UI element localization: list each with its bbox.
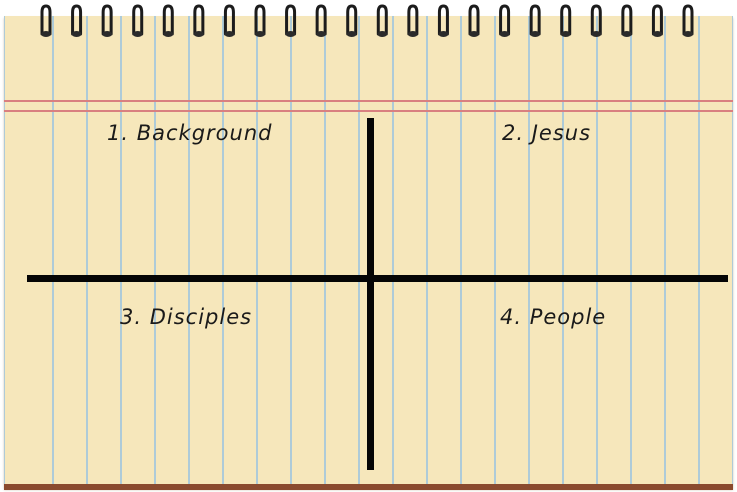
spiral-ring [195,6,203,34]
binding-hole [622,31,632,37]
binding-hole [316,31,326,37]
binding-hole [224,31,234,37]
spiral-ring [256,6,264,34]
spiral-ring [439,6,447,34]
binding-hole [133,31,143,37]
binding-hole [194,31,204,37]
binding-hole [286,31,296,37]
spiral-ring [684,6,692,34]
binding-hole [255,31,265,37]
spiral-ring [42,6,50,34]
spiral-ring [317,6,325,34]
spiral-ring [470,6,478,34]
binding-hole [102,31,112,37]
quadrant-label-background: 1. Background [107,121,273,145]
spiral-ring [378,6,386,34]
binding-hole [652,31,662,37]
spiral-ring [653,6,661,34]
spiral-ring [225,6,233,34]
binding-hole [347,31,357,37]
spiral-ring [531,6,539,34]
spiral-binding-icon [0,0,737,40]
vertical-divider [367,118,374,470]
header-margin-line [4,100,733,102]
spiral-ring [348,6,356,34]
binding-hole [377,31,387,37]
header-margin-line [4,110,733,112]
spiral-ring [562,6,570,34]
spiral-ring [287,6,295,34]
binding-hole [530,31,540,37]
spiral-ring [73,6,81,34]
spiral-ring [409,6,417,34]
binding-hole [561,31,571,37]
binding-hole [41,31,51,37]
spiral-ring [501,6,509,34]
binding-hole [591,31,601,37]
notepad-cover-edge [4,484,733,490]
binding-hole [72,31,82,37]
horizontal-divider [27,275,728,282]
quadrant-label-jesus: 2. Jesus [502,121,592,145]
spiral-ring [134,6,142,34]
binding-hole [683,31,693,37]
binding-hole [500,31,510,37]
spiral-ring [592,6,600,34]
binding-hole [408,31,418,37]
binding-hole [163,31,173,37]
spiral-ring [164,6,172,34]
spiral-ring [623,6,631,34]
quadrant-label-people: 4. People [500,305,607,329]
quadrant-label-disciples: 3. Disciples [120,305,253,329]
binding-hole [469,31,479,37]
binding-hole [438,31,448,37]
spiral-ring [103,6,111,34]
